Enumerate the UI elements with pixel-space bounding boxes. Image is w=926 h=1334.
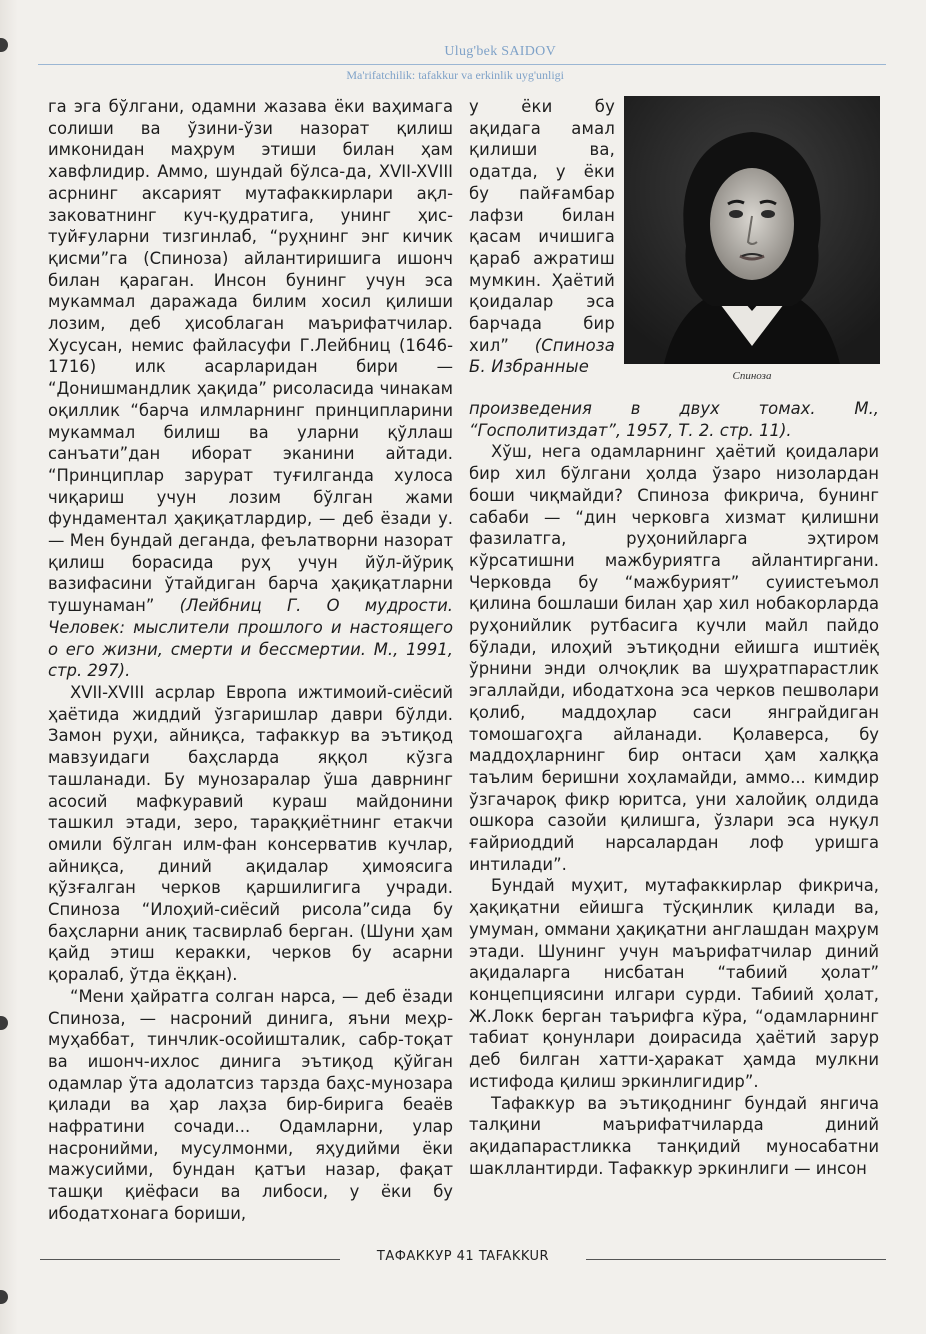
page-footer <box>40 1249 886 1269</box>
portrait-photo <box>624 96 880 364</box>
running-header <box>38 44 886 83</box>
photo-caption: Спиноза <box>732 370 772 382</box>
paragraph: XVII-XVIII асрлар Европа ижтимоий-сиёсий ҳаётида жиддий ўзгаришлар даври бўлди. Замон руҳи, айниқса, тафаккур ва эътиқод мавзуидаги баҳсларда яққол кўзга ташланади. Бу мунозаралар ўша даврнинг асосий мафкуравий кураш майдонини ташкил этади, зеро, тараққиётнинг етакчи омили бўлган илм-фан консерватив кучлар, айниқса, диний ақидалар ҳимоясига қўзғалган черков қаршилигига учради. Спиноза “Илоҳий-сиёсий рисола”сида бу баҳсларни аниқ тасвирлаб берган. (Шуни ҳам қайд этиш керакки, черков бу асарни қоралаб, ўтда ёққан). <box>48 682 453 985</box>
paragraph <box>469 96 615 378</box>
paragraph-text: у ёки бу ақидага амал қилиши ва, одатда, у ёки бу пайғамбар лафзи билан қасам ичишига қараб ажратиш мумкин. Ҳаётий қоидалар эса барчада бир хил” <box>469 97 615 355</box>
header-rule <box>38 64 886 65</box>
citation: (Спиноза Б. Избранные <box>469 335 615 377</box>
paragraph <box>48 96 453 682</box>
footer-text: ТАФАККУР 41 TAFAKKUR <box>376 1249 550 1264</box>
paragraph: Бундай муҳит, мутафаккирлар фикрича, ҳақиқатни ейишга тўсқинлик қилади ва, умуман, оммани ҳақиқатни англашдан маҳрум этади. Шунинг учун маърифатчилар диний ақидаларга нисбатан “табиий ҳолат” концепциясини илгари сурди. Табиий ҳолат, Ж.Локк берган таърифга кўра, “одамларнинг табиат қонунлари доирасида ҳаётий зарур деб билган хатти-ҳаракат ҳамда мулкни истифода қилиш эркинлигидир”. <box>469 876 879 1091</box>
header-subtitle: Ma'rifatchilik: tafakkur va erkinlik uyg'unligi <box>346 68 564 82</box>
left-column <box>48 96 453 1225</box>
paragraph: “Мени ҳайратга солган нарса, — деб ёзади Спиноза, — насроний динига, яъни меҳр-муҳаббат, тинчлик-осойишталик, сабр-тоқат ва ишонч-ихлос динига эътиқод қўйган одамлар ўта адолатсиз тарзда баҳс-мунозара қилади ва ҳар лаҳза бир-бирига беаёв нафратини сочади... Одамларни, улар насронийми, мусулмонми, яҳудийми ёки мажусийми, бундан қатъи назар, фақат ташқи қиёфаси ва либоси, у ёки бу ибодатхонага бориши, <box>48 986 453 1223</box>
paragraph: Хўш, нега одамларнинг ҳаётий қоидалари бир хил бўлгани ҳолда ўзаро низолардан боши чиқмайди? Спиноза фикрича, бунинг сабаби — “дин черковга хизмат қилишни фазилатга, руҳонийларга эҳтиром кўрсатишни мажбуриятга айлантиргани. Черковда бу “мажбурият” суиистеъмол қилина бошлаши билан ҳар хил нобакорларда руҳонийлик рутбасига кучли майл пайдо бўлади, илоҳий эътиқодни ейишга иштиёқ ўрнини энди олчоқлик ва шуҳратпарастлик эгаллайди, ибодатхона эса черков пешволари қолиб, маддоҳлар саси янграйдиган томошагоҳга айланади. Қолаверса, бу маддоҳларнинг бир онтаси ҳам халққа таълим беришни хоҳламайди, аммо... кимдир ўзгачароқ фикр юритса, уни халойиқ олдида ошкора сазойи қилишга, ўзлари эса нуқул ғайриоддий нарсалардан лоф уришга интилади”. <box>469 442 879 874</box>
citation: произведения в двух томах. М., “Госполитиздат”, 1957, Т. 2. стр. 11). <box>469 399 879 440</box>
footer-rule-right <box>586 1259 886 1260</box>
right-column-top <box>469 96 615 378</box>
paragraph: Тафаккур ва эътиқоднинг бундай янгича талқини маърифатчиларда диний ақидапарастликка танқидий муносабатни шакллантирди. Тафаккур эркинлиги — инсон <box>469 1093 879 1178</box>
citation: (Лейбниц Г. О мудрости. Человек: мыслители прошлого и настоящего о его жизни, смерти и бессмертии. М., 1991, стр. 297). <box>48 596 453 681</box>
paragraph-text: га эга бўлгани, одамни жазава ёки ваҳимага солиши ва ўзини-ўзи назорат қилиш имконидан маҳрум этиши билан ҳам хавфлидир. Аммо, шундай бўлса-да, XVII-XVIII асрнинг аксарият мутафаккирлари ақл-заковатнинг куч-қудратига, унинг ҳис-туйғуларни тизгинлаб, “руҳнинг энг кичик қисми”га (Спиноза) айлантиришига ишонч билан қараган. Инсон бунинг учун эса мукаммал даражада билим хосил қилиши лозим, деб ҳисоблаган маърифатчилар. Хусусан, немис файласуфи Г.Лейбниц (1646-1716) илк асарларидан бири — “Донишмандлик ҳақида” рисоласида чинакам оқиллик “барча илмларнинг принципларини мукаммал билиш ва уларни қўллаш санъати”дан иборат эканини айтади. “Принциплар зарурат туғилганда хулоса чиқариш учун лозим бўлган жами фундаментал ҳақиқатлардир, — деб ёзади у. — Мен бундай деганда, феълатворни назорат қилиш борасида руҳ учун йўл-йўриқ вазифасини ўтайдиган барча ҳақиқатларни тушунаман” <box>48 97 453 616</box>
page-binding-edge <box>0 0 18 1334</box>
header-author: Ulug'bek SAIDOV <box>444 44 556 59</box>
right-column <box>469 398 879 1179</box>
